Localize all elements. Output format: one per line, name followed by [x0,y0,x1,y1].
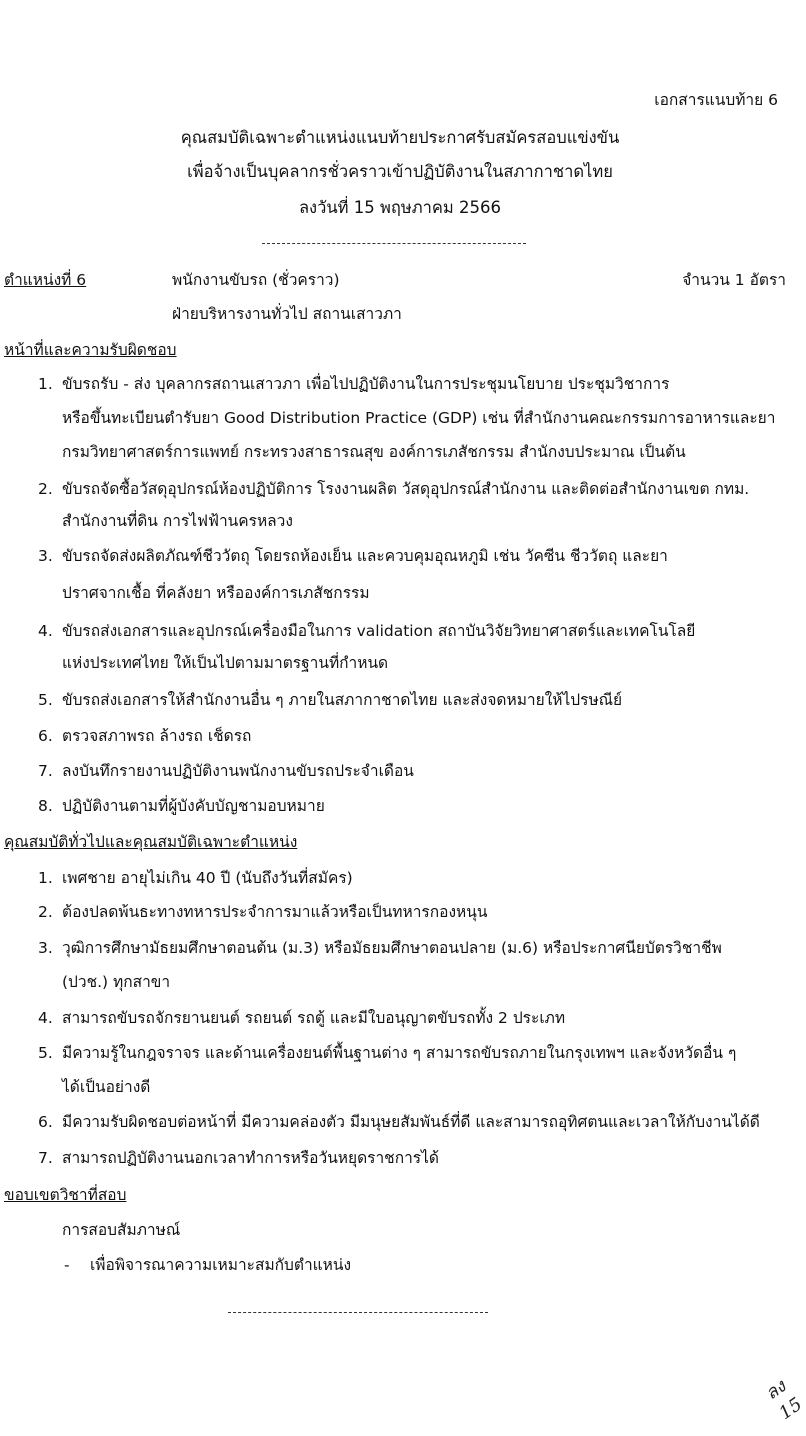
list-item-line: ตรวจสภาพรถ ล้างรถ เช็ดรถ [62,727,252,745]
list-item-line: กรมวิทยาศาสตร์การแพทย์ กระทรวงสาธารณสุข องค์การเภสัชกรรม สำนักงบประมาณ เป็นต้น [62,443,686,461]
list-item-number: 5. [38,1044,53,1062]
list-item-line: ได้เป็นอย่างดี [62,1078,151,1096]
title-line-1: คุณสมบัติเฉพาะตำแหน่งแนบท้ายประกาศรับสมัครสอบแข่งขัน [180,128,620,147]
list-item-number: 7. [38,762,53,780]
list-item-line: (ปวช.) ทุกสาขา [62,973,171,991]
list-item-line: มีความรู้ในกฎจราจร และด้านเครื่องยนต์พื้นฐานต่าง ๆ สามารถขับรถภายในกรุงเทพฯ และจังหวัดอื่น ๆ [62,1044,737,1062]
list-item-line: แห่งประเทศไทย ให้เป็นไปตามมาตรฐานที่กำหนด [62,654,389,672]
list-item-line: เพศชาย อายุไม่เกิน 40 ปี (นับถึงวันที่สมัคร) [62,869,353,887]
list-item-line: ขับรถส่งเอกสารและอุปกรณ์เครื่องมือในการ validation สถาบันวิจัยวิทยาศาสตร์และเทคโนโลยี [62,622,696,640]
list-item-number: 7. [38,1149,53,1167]
duties-heading: หน้าที่และความรับผิดชอบ [4,341,177,359]
list-item-number: 4. [38,622,53,640]
annex-label: เอกสารแนบท้าย 6 [654,91,778,109]
list-item-line: ปฏิบัติงานตามที่ผู้บังคับบัญชามอบหมาย [62,797,325,815]
list-item-number: 1. [38,375,53,393]
position-department: ฝ่ายบริหารงานทั่วไป สถานเสาวภา [172,305,402,323]
list-item-line: สำนักงานที่ดิน การไฟฟ้านครหลวง [62,512,293,530]
list-item-number: 3. [38,939,53,957]
list-item-number: 5. [38,691,53,709]
list-item-number: 8. [38,797,53,815]
list-item-line: ลงบันทึกรายงานปฏิบัติงานพนักงานขับรถประจำเดือน [62,762,414,780]
list-item-line: ขับรถจัดส่งผลิตภัณฑ์ชีววัตถุ โดยรถห้องเย็น และควบคุมอุณหภูมิ เช่น วัคซีน ชีววัตถุ และยา [62,547,668,565]
list-item-number: 6. [38,727,53,745]
list-item-number: 2. [38,903,53,921]
exam-item: เพื่อพิจารณาความเหมาะสมกับตำแหน่ง [90,1256,352,1274]
handwritten-initials: ลง 15 [761,1375,806,1425]
list-item-line: หรือขึ้นทะเบียนตำรับยา Good Distribution Practice (GDP) เช่น ที่สำนักงานคณะกรรมการอาหารและยา [62,409,776,427]
list-item-line: ต้องปลดพ้นธะทางทหารประจำการมาแล้วหรือเป็นทหารกองหนุน [62,903,488,921]
list-item-line: สามารถขับรถจักรยานยนต์ รถยนต์ รถตู้ และมีใบอนุญาตขับรถทั้ง 2 ประเภท [62,1009,566,1027]
title-line-2: เพื่อจ้างเป็นบุคลากรชั่วคราวเข้าปฏิบัติงานในสภากาชาดไทย [187,162,613,181]
list-item-line: วุฒิการศึกษามัธยมศึกษาตอนต้น (ม.3) หรือมัธยมศึกษาตอนปลาย (ม.6) หรือประกาศนียบัตรวิชาชีพ [62,939,722,957]
list-item-line: มีความรับผิดชอบต่อหน้าที่ มีความคล่องตัว มีมนุษยสัมพันธ์ที่ดี และสามารถอุทิศตนและเวลาให้กับงานได้ดี [62,1113,760,1131]
list-item-line: ขับรถจัดซื้อวัสดุอุปกรณ์ห้องปฏิบัติการ โรงงานผลิต วัสดุอุปกรณ์สำนักงาน และติดต่อสำนักงานเขต กทม. [62,480,750,498]
list-item-number: 3. [38,547,53,565]
list-item-line: สามารถปฏิบัติงานนอกเวลาทำการหรือวันหยุดราชการได้ [62,1149,439,1167]
list-item-number: 6. [38,1113,53,1131]
exam-heading: ขอบเขตวิชาที่สอบ [4,1186,127,1204]
end-divider [228,1312,488,1313]
position-label: ตำแหน่งที่ 6 [4,271,87,289]
list-item-number: 4. [38,1009,53,1027]
title-line-3: ลงวันที่ 15 พฤษภาคม 2566 [298,198,502,217]
list-item-line: ขับรถรับ - ส่ง บุคลากรสถานเสาวภา เพื่อไปปฏิบัติงานในการประชุมนโยบาย ประชุมวิชาการ [62,375,670,393]
list-item-number: 2. [38,480,53,498]
qualifications-heading: คุณสมบัติทั่วไปและคุณสมบัติเฉพาะตำแหน่ง [4,833,298,851]
position-count: จำนวน 1 อัตรา [682,271,786,289]
list-item-number: 1. [38,869,53,887]
exam-subheading: การสอบสัมภาษณ์ [62,1221,181,1239]
divider [262,243,526,244]
list-item-line: ขับรถส่งเอกสารให้สำนักงานอื่น ๆ ภายในสภากาชาดไทย และส่งจดหมายให้ไปรษณีย์ [62,691,623,709]
list-item-line: ปราศจากเชื้อ ที่คลังยา หรือองค์การเภสัชกรรม [62,584,370,602]
position-title: พนักงานขับรถ (ชั่วคราว) [172,271,340,289]
exam-bullet: - [64,1256,70,1274]
